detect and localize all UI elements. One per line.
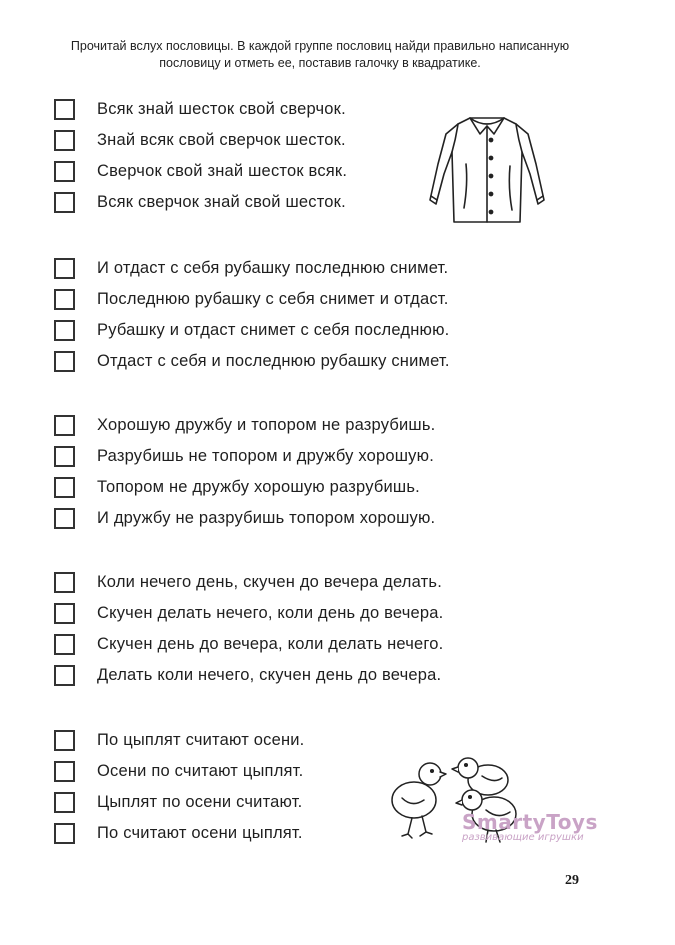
checkbox[interactable] bbox=[54, 289, 75, 310]
list-item bbox=[54, 629, 574, 660]
checkbox[interactable] bbox=[54, 258, 75, 279]
proverb-text: Рубашку и отдаст снимет с себя последнюю. bbox=[97, 321, 450, 339]
proverb-text: Всяк сверчок знай свой шесток. bbox=[97, 193, 346, 211]
proverb-text: Топором не дружбу хорошую разрубишь. bbox=[97, 478, 420, 496]
page-number: 29 bbox=[565, 873, 579, 888]
proverb-group-2 bbox=[54, 253, 574, 377]
list-item bbox=[54, 253, 574, 284]
proverb-text: Цыплят по осени считают. bbox=[97, 793, 303, 811]
proverb-text: Отдаст с себя и последнюю рубашку снимет. bbox=[97, 352, 450, 370]
proverb-text: Скучен день до вечера, коли делать нечего. bbox=[97, 635, 444, 653]
checkbox[interactable] bbox=[54, 130, 75, 151]
proverb-text: Знай всяк свой сверчок шесток. bbox=[97, 131, 346, 149]
checkbox[interactable] bbox=[54, 477, 75, 498]
list-item bbox=[54, 346, 574, 377]
list-item bbox=[54, 315, 574, 346]
watermark-brand: SmartyToys bbox=[462, 810, 598, 834]
list-item bbox=[54, 503, 574, 534]
proverb-text: Всяк знай шесток свой сверчок. bbox=[97, 100, 346, 118]
list-item bbox=[54, 410, 574, 441]
instruction-text: Прочитай вслух пословицы. В каждой группе пословиц найди правильно написанную пословицу и отметь ее, поставив галочку в квадратике. bbox=[70, 39, 570, 70]
checkbox[interactable] bbox=[54, 161, 75, 182]
checkbox[interactable] bbox=[54, 792, 75, 813]
checkbox[interactable] bbox=[54, 446, 75, 467]
list-item bbox=[54, 598, 574, 629]
checkbox[interactable] bbox=[54, 351, 75, 372]
proverb-text: Коли нечего день, скучен до вечера делать. bbox=[97, 573, 442, 591]
watermark-logo bbox=[462, 810, 598, 843]
checkbox[interactable] bbox=[54, 320, 75, 341]
proverb-text: Сверчок свой знай шесток всяк. bbox=[97, 162, 348, 180]
checkbox[interactable] bbox=[54, 508, 75, 529]
checkbox[interactable] bbox=[54, 415, 75, 436]
proverb-group-3 bbox=[54, 410, 574, 534]
list-item bbox=[54, 284, 574, 315]
checkbox[interactable] bbox=[54, 603, 75, 624]
proverb-group-4 bbox=[54, 567, 574, 691]
list-item bbox=[54, 567, 574, 598]
checkbox[interactable] bbox=[54, 761, 75, 782]
shirt-icon bbox=[422, 104, 552, 234]
proverb-text: И дружбу не разрубишь топором хорошую. bbox=[97, 509, 436, 527]
list-item bbox=[54, 441, 574, 472]
checkbox[interactable] bbox=[54, 730, 75, 751]
proverb-text: Последнюю рубашку с себя снимет и отдаст. bbox=[97, 290, 449, 308]
list-item bbox=[54, 660, 574, 691]
proverb-text: По считают осени цыплят. bbox=[97, 824, 303, 842]
checkbox[interactable] bbox=[54, 634, 75, 655]
checkbox[interactable] bbox=[54, 192, 75, 213]
proverb-text: Хорошую дружбу и топором не разрубишь. bbox=[97, 416, 436, 434]
proverb-text: Разрубишь не топором и дружбу хорошую. bbox=[97, 447, 434, 465]
checkbox[interactable] bbox=[54, 572, 75, 593]
list-item bbox=[54, 472, 574, 503]
checkbox[interactable] bbox=[54, 823, 75, 844]
checkbox[interactable] bbox=[54, 99, 75, 120]
proverb-text: И отдаст с себя рубашку последнюю снимет. bbox=[97, 259, 449, 277]
proverb-text: Скучен делать нечего, коли день до вечера. bbox=[97, 604, 444, 622]
checkbox[interactable] bbox=[54, 665, 75, 686]
proverb-text: Осени по считают цыплят. bbox=[97, 762, 304, 780]
proverb-text: По цыплят считают осени. bbox=[97, 731, 305, 749]
watermark-tagline: развивающие игрушки bbox=[462, 832, 584, 843]
proverb-text: Делать коли нечего, скучен день до вечера. bbox=[97, 666, 442, 684]
